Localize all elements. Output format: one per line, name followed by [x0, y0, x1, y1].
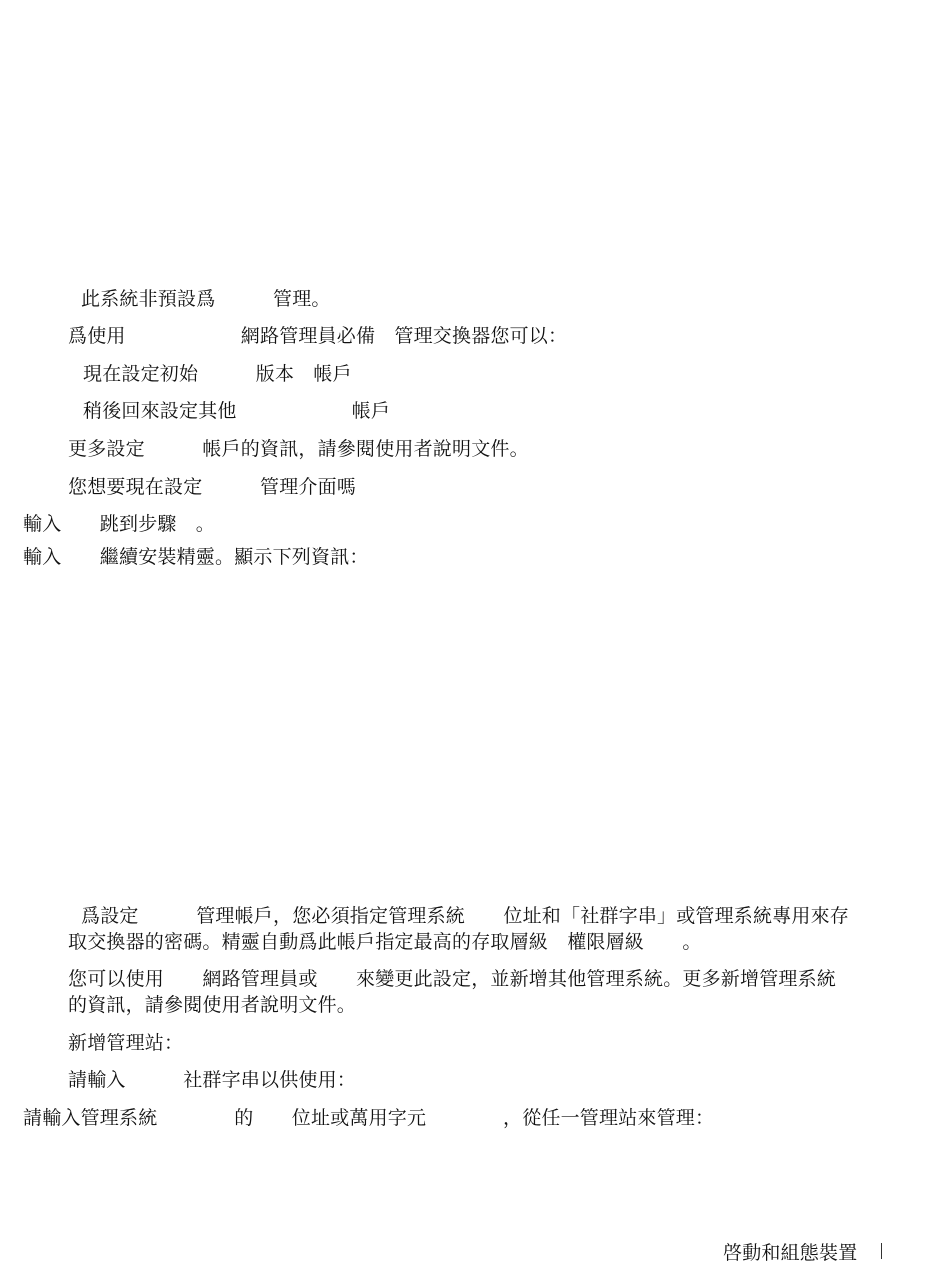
- setup-question: 您想要現在設定 管理介面嗎: [68, 476, 357, 498]
- community-string-prompt: 請輸入 社群字串以供使用：: [68, 1069, 357, 1091]
- footer-separator: [881, 1243, 882, 1259]
- setup-intro-text: 爲使用 網路管理員必備 管理交換器您可以：: [68, 325, 568, 347]
- change-settings-paragraph-line2: 的資訊，請參閱使用者說明文件。: [68, 994, 357, 1016]
- add-station-heading: 新增管理站：: [68, 1032, 184, 1054]
- option-configure-later: 稍後回來設定其他 帳戶: [83, 400, 391, 422]
- input-yes-instruction: 輸入 繼續安裝精靈。顯示下列資訊：: [23, 546, 369, 568]
- footer-running-title: 啓動和組態裝置: [723, 1242, 858, 1264]
- account-setup-paragraph-line1: 爲設定 管理帳戶，您必須指定管理系統 位址和「社群字串」或管理系統專用來存: [81, 905, 850, 927]
- account-setup-paragraph-line2: 取交換器的密碼。精靈自動爲此帳戶指定最高的存取層級 權限層級 。: [68, 931, 702, 953]
- management-address-prompt: 請輸入管理系統 的 位址或萬用字元 ，從任一管理站來管理：: [23, 1107, 715, 1129]
- option-configure-now: 現在設定初始 版本 帳戶: [83, 363, 352, 385]
- more-info-text: 更多設定 帳戶的資訊，請參閱使用者說明文件。: [68, 438, 529, 460]
- snmp-default-note: 此系統非預設爲 管理。: [81, 288, 331, 310]
- input-no-instruction: 輸入 跳到步驟 。: [23, 513, 216, 535]
- change-settings-paragraph-line1: 您可以使用 網路管理員或 來變更此設定，並新增其他管理系統。更多新增管理系統: [68, 968, 837, 990]
